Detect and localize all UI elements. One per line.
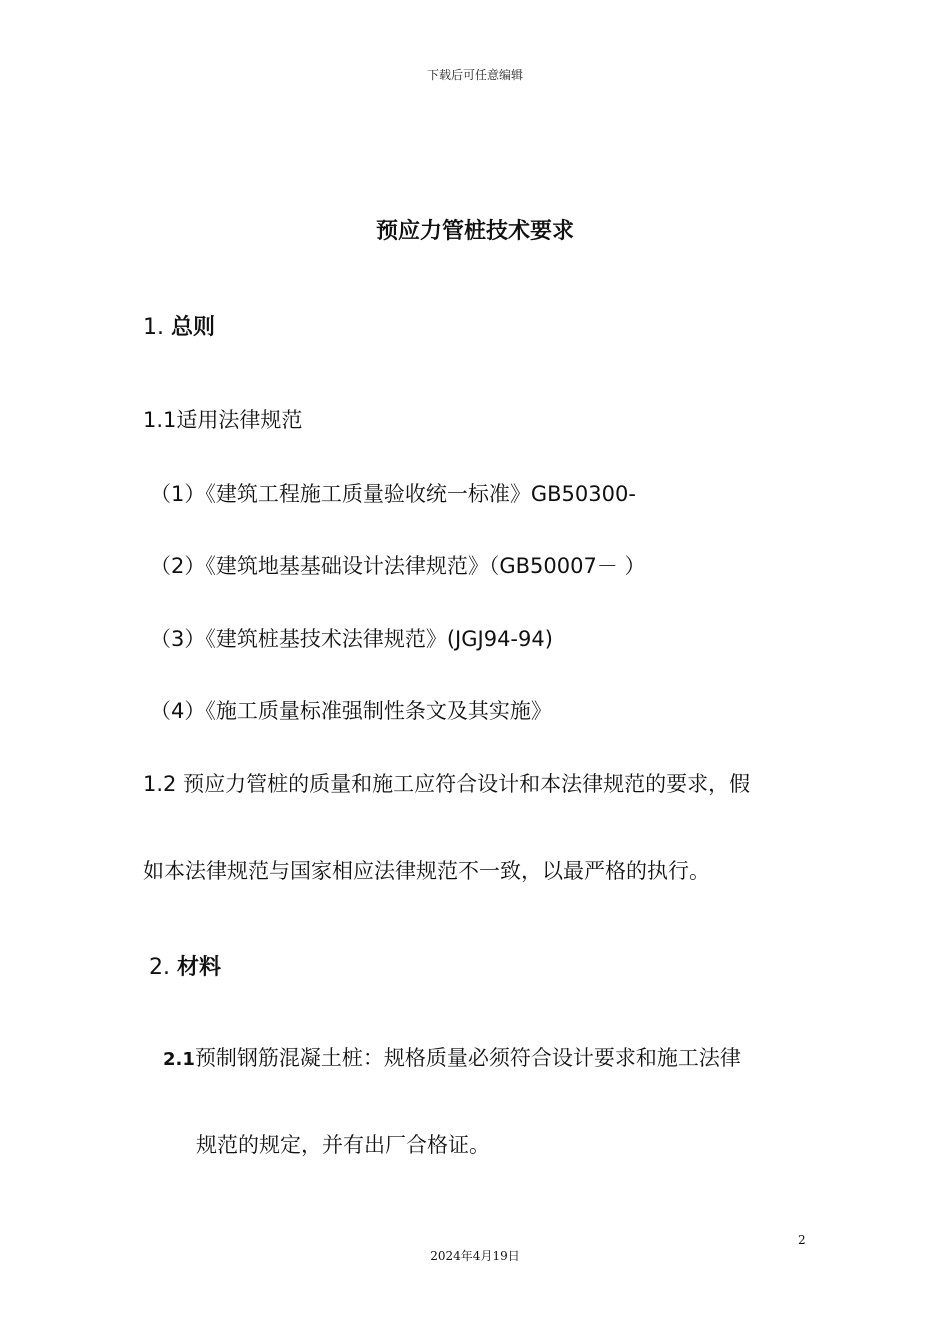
section-2-1-number: 2.1 <box>163 1049 195 1070</box>
page-number: 2 <box>798 1233 806 1247</box>
section-2-1-line-1 <box>163 1042 741 1072</box>
section-1-1-heading: 1.1适用法律规范 <box>143 408 303 432</box>
document-title: 预应力管桩技术要求 <box>375 219 574 244</box>
standard-item-3: （3）《建筑桩基技术法律规范》(JGJ94-94) <box>150 627 553 651</box>
page-header: 下载后可任意编辑 <box>426 68 523 82</box>
section-1-number: 1. <box>143 315 171 340</box>
section-2-number: 2. <box>149 955 177 980</box>
section-1-title: 总则 <box>170 315 215 340</box>
section-2-1-line-2: 规范的规定，并有出厂合格证。 <box>196 1133 490 1157</box>
section-1-heading <box>143 310 215 341</box>
standard-item-4: （4）《施工质量标准强制性条文及其实施》 <box>150 699 552 723</box>
standard-item-1: （1）《建筑工程施工质量验收统一标准》GB50300- <box>150 482 636 506</box>
section-1-2-line-1: 1.2 预应力管桩的质量和施工应符合设计和本法律规范的要求，假 <box>143 772 751 796</box>
standard-item-2: （2）《建筑地基基础设计法律规范》（GB50007－ ） <box>150 554 646 578</box>
section-2-title: 材料 <box>176 955 221 980</box>
section-2-1-text: 预制钢筋混凝土桩：规格质量必须符合设计要求和施工法律 <box>194 1046 741 1070</box>
section-1-2-line-2: 如本法律规范与国家相应法律规范不一致，以最严格的执行。 <box>143 859 710 883</box>
page-footer-date: 2024年4月19日 <box>430 1249 520 1263</box>
section-2-heading <box>149 950 221 981</box>
